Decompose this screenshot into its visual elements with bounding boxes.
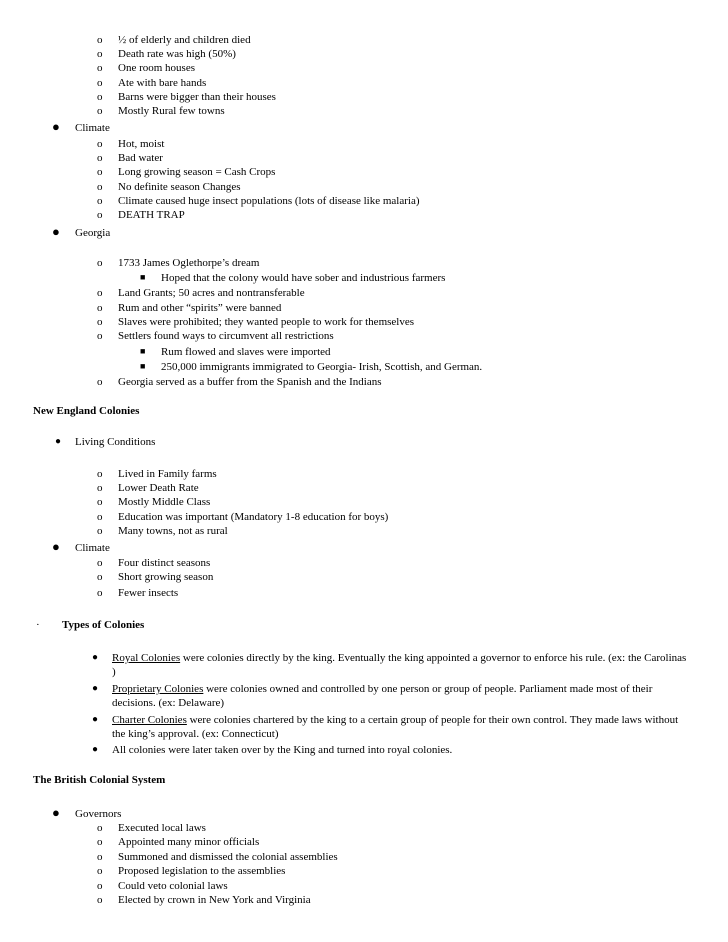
sub-bullet-marker: o xyxy=(97,302,103,314)
list-item: Lived in Family farms xyxy=(118,468,217,480)
sub-bullet-marker: o xyxy=(97,836,103,848)
list-item xyxy=(112,651,687,679)
list-item: Mostly Rural few towns xyxy=(118,105,225,117)
section-heading: The British Colonial System xyxy=(33,774,166,786)
sub-bullet-marker: o xyxy=(97,511,103,523)
list-item: No definite season Changes xyxy=(118,181,241,193)
sub-bullet-marker: o xyxy=(97,62,103,74)
section-heading: New England Colonies xyxy=(33,405,140,417)
list-item: Could veto colonial laws xyxy=(118,880,228,892)
topic-label-climate: Climate xyxy=(75,122,110,134)
sub-bullet-marker: o xyxy=(97,105,103,117)
bullet-marker: ● xyxy=(52,805,60,820)
list-item: Rum and other “spirits” were banned xyxy=(118,302,282,314)
sub-bullet-marker: o xyxy=(97,91,103,103)
topic-label-governors: Governors xyxy=(75,808,122,820)
list-item: 1733 James Oglethorpe’s dream xyxy=(118,257,260,269)
square-bullet-marker: ■ xyxy=(140,346,146,356)
section-heading: Types of Colonies xyxy=(62,619,145,631)
list-item: Summoned and dismissed the colonial assemblies xyxy=(118,851,338,863)
term-description: were colonies directly by the king. Eventually the king appointed a governor to enforce his rule. (ex: the Carolinas ) xyxy=(112,652,687,678)
sub-bullet-marker: o xyxy=(97,894,103,906)
term-description: were colonies chartered by the king to a certain group of people for their own control. They made laws without the king’s approval. (ex: Connecticut) xyxy=(112,714,679,740)
list-item: Land Grants; 50 acres and nontransferable xyxy=(118,287,305,299)
list-item: Barns were bigger than their houses xyxy=(118,91,276,103)
bullet-marker: ● xyxy=(55,436,62,447)
sub-bullet-marker: o xyxy=(97,48,103,60)
list-item: Short growing season xyxy=(118,571,214,583)
sub-bullet-marker: o xyxy=(97,571,103,583)
list-item: Executed local laws xyxy=(118,822,206,834)
term-description: were colonies owned and controlled by one person or group of people. Parliament made most of their decisions. (ex: Delaware) xyxy=(112,683,653,709)
list-item: Four distinct seasons xyxy=(118,557,211,569)
bullet-marker: ● xyxy=(92,683,99,694)
sub-bullet-marker: o xyxy=(97,468,103,480)
sub-bullet-marker: o xyxy=(97,587,103,599)
list-item: Lower Death Rate xyxy=(118,482,199,494)
sub-bullet-marker: o xyxy=(97,865,103,877)
list-item: Appointed many minor officials xyxy=(118,836,260,848)
sub-bullet-marker: o xyxy=(97,822,103,834)
sub-bullet-marker: o xyxy=(97,209,103,221)
term-royal-colonies: Royal Colonies xyxy=(112,652,181,664)
sub-bullet-marker: o xyxy=(97,557,103,569)
term-charter-colonies: Charter Colonies xyxy=(112,714,187,726)
list-item: Proposed legislation to the assemblies xyxy=(118,865,286,877)
sub-bullet-marker: o xyxy=(97,34,103,46)
list-item: Georgia served as a buffer from the Spanish and the Indians xyxy=(118,376,382,388)
list-item: Death rate was high (50%) xyxy=(118,48,236,60)
list-item: Long growing season = Cash Crops xyxy=(118,166,276,178)
bullet-marker: ● xyxy=(52,119,60,134)
list-subitem: Rum flowed and slaves were imported xyxy=(161,346,331,358)
bullet-marker: ● xyxy=(52,539,60,554)
list-subitem: 250,000 immigrants immigrated to Georgia- Irish, Scottish, and German. xyxy=(161,361,483,373)
list-item: Climate caused huge insect populations (lots of disease like malaria) xyxy=(118,195,420,207)
term-proprietary-colonies: Proprietary Colonies xyxy=(112,683,204,695)
bullet-marker: ● xyxy=(92,652,99,663)
sub-bullet-marker: o xyxy=(97,287,103,299)
sub-bullet-marker: o xyxy=(97,482,103,494)
list-item: One room houses xyxy=(118,62,195,74)
list-item: DEATH TRAP xyxy=(118,209,185,221)
list-item: Many towns, not as rural xyxy=(118,525,228,537)
topic-label-climate: Climate xyxy=(75,542,110,554)
sub-bullet-marker: o xyxy=(97,496,103,508)
list-item: ½ of elderly and children died xyxy=(118,34,251,46)
list-subitem: Hoped that the colony would have sober and industrious farmers xyxy=(161,272,446,284)
square-bullet-marker: ■ xyxy=(140,361,146,371)
bullet-marker: ● xyxy=(92,744,99,755)
list-item: Education was important (Mandatory 1-8 education for boys) xyxy=(118,511,389,523)
list-item: Fewer insects xyxy=(118,587,179,599)
topic-label-living-conditions: Living Conditions xyxy=(75,436,156,448)
bullet-marker: ● xyxy=(52,224,60,239)
sub-bullet-marker: o xyxy=(97,166,103,178)
sub-bullet-marker: o xyxy=(97,77,103,89)
list-item xyxy=(112,682,687,710)
list-item: Slaves were prohibited; they wanted people to work for themselves xyxy=(118,316,415,328)
sub-bullet-marker: o xyxy=(97,257,103,269)
heading-marker: · xyxy=(36,619,40,631)
list-item: Bad water xyxy=(118,152,163,164)
sub-bullet-marker: o xyxy=(97,376,103,388)
bullet-marker: ● xyxy=(92,714,99,725)
list-item xyxy=(112,743,452,757)
list-item xyxy=(112,713,687,741)
sub-bullet-marker: o xyxy=(97,181,103,193)
topic-label-georgia: Georgia xyxy=(75,227,111,239)
sub-bullet-marker: o xyxy=(97,880,103,892)
sub-bullet-marker: o xyxy=(97,138,103,150)
list-item: Elected by crown in New York and Virginia xyxy=(118,894,311,906)
sub-bullet-marker: o xyxy=(97,152,103,164)
sub-bullet-marker: o xyxy=(97,851,103,863)
sub-bullet-marker: o xyxy=(97,195,103,207)
square-bullet-marker: ■ xyxy=(140,272,146,282)
list-item: Hot, moist xyxy=(118,138,165,150)
sub-bullet-marker: o xyxy=(97,525,103,537)
list-item: Mostly Middle Class xyxy=(118,496,211,508)
term-description: All colonies were later taken over by the King and turned into royal colonies. xyxy=(112,744,453,756)
sub-bullet-marker: o xyxy=(97,330,103,342)
sub-bullet-marker: o xyxy=(97,316,103,328)
list-item: Settlers found ways to circumvent all restrictions xyxy=(118,330,334,342)
list-item: Ate with bare hands xyxy=(118,77,207,89)
